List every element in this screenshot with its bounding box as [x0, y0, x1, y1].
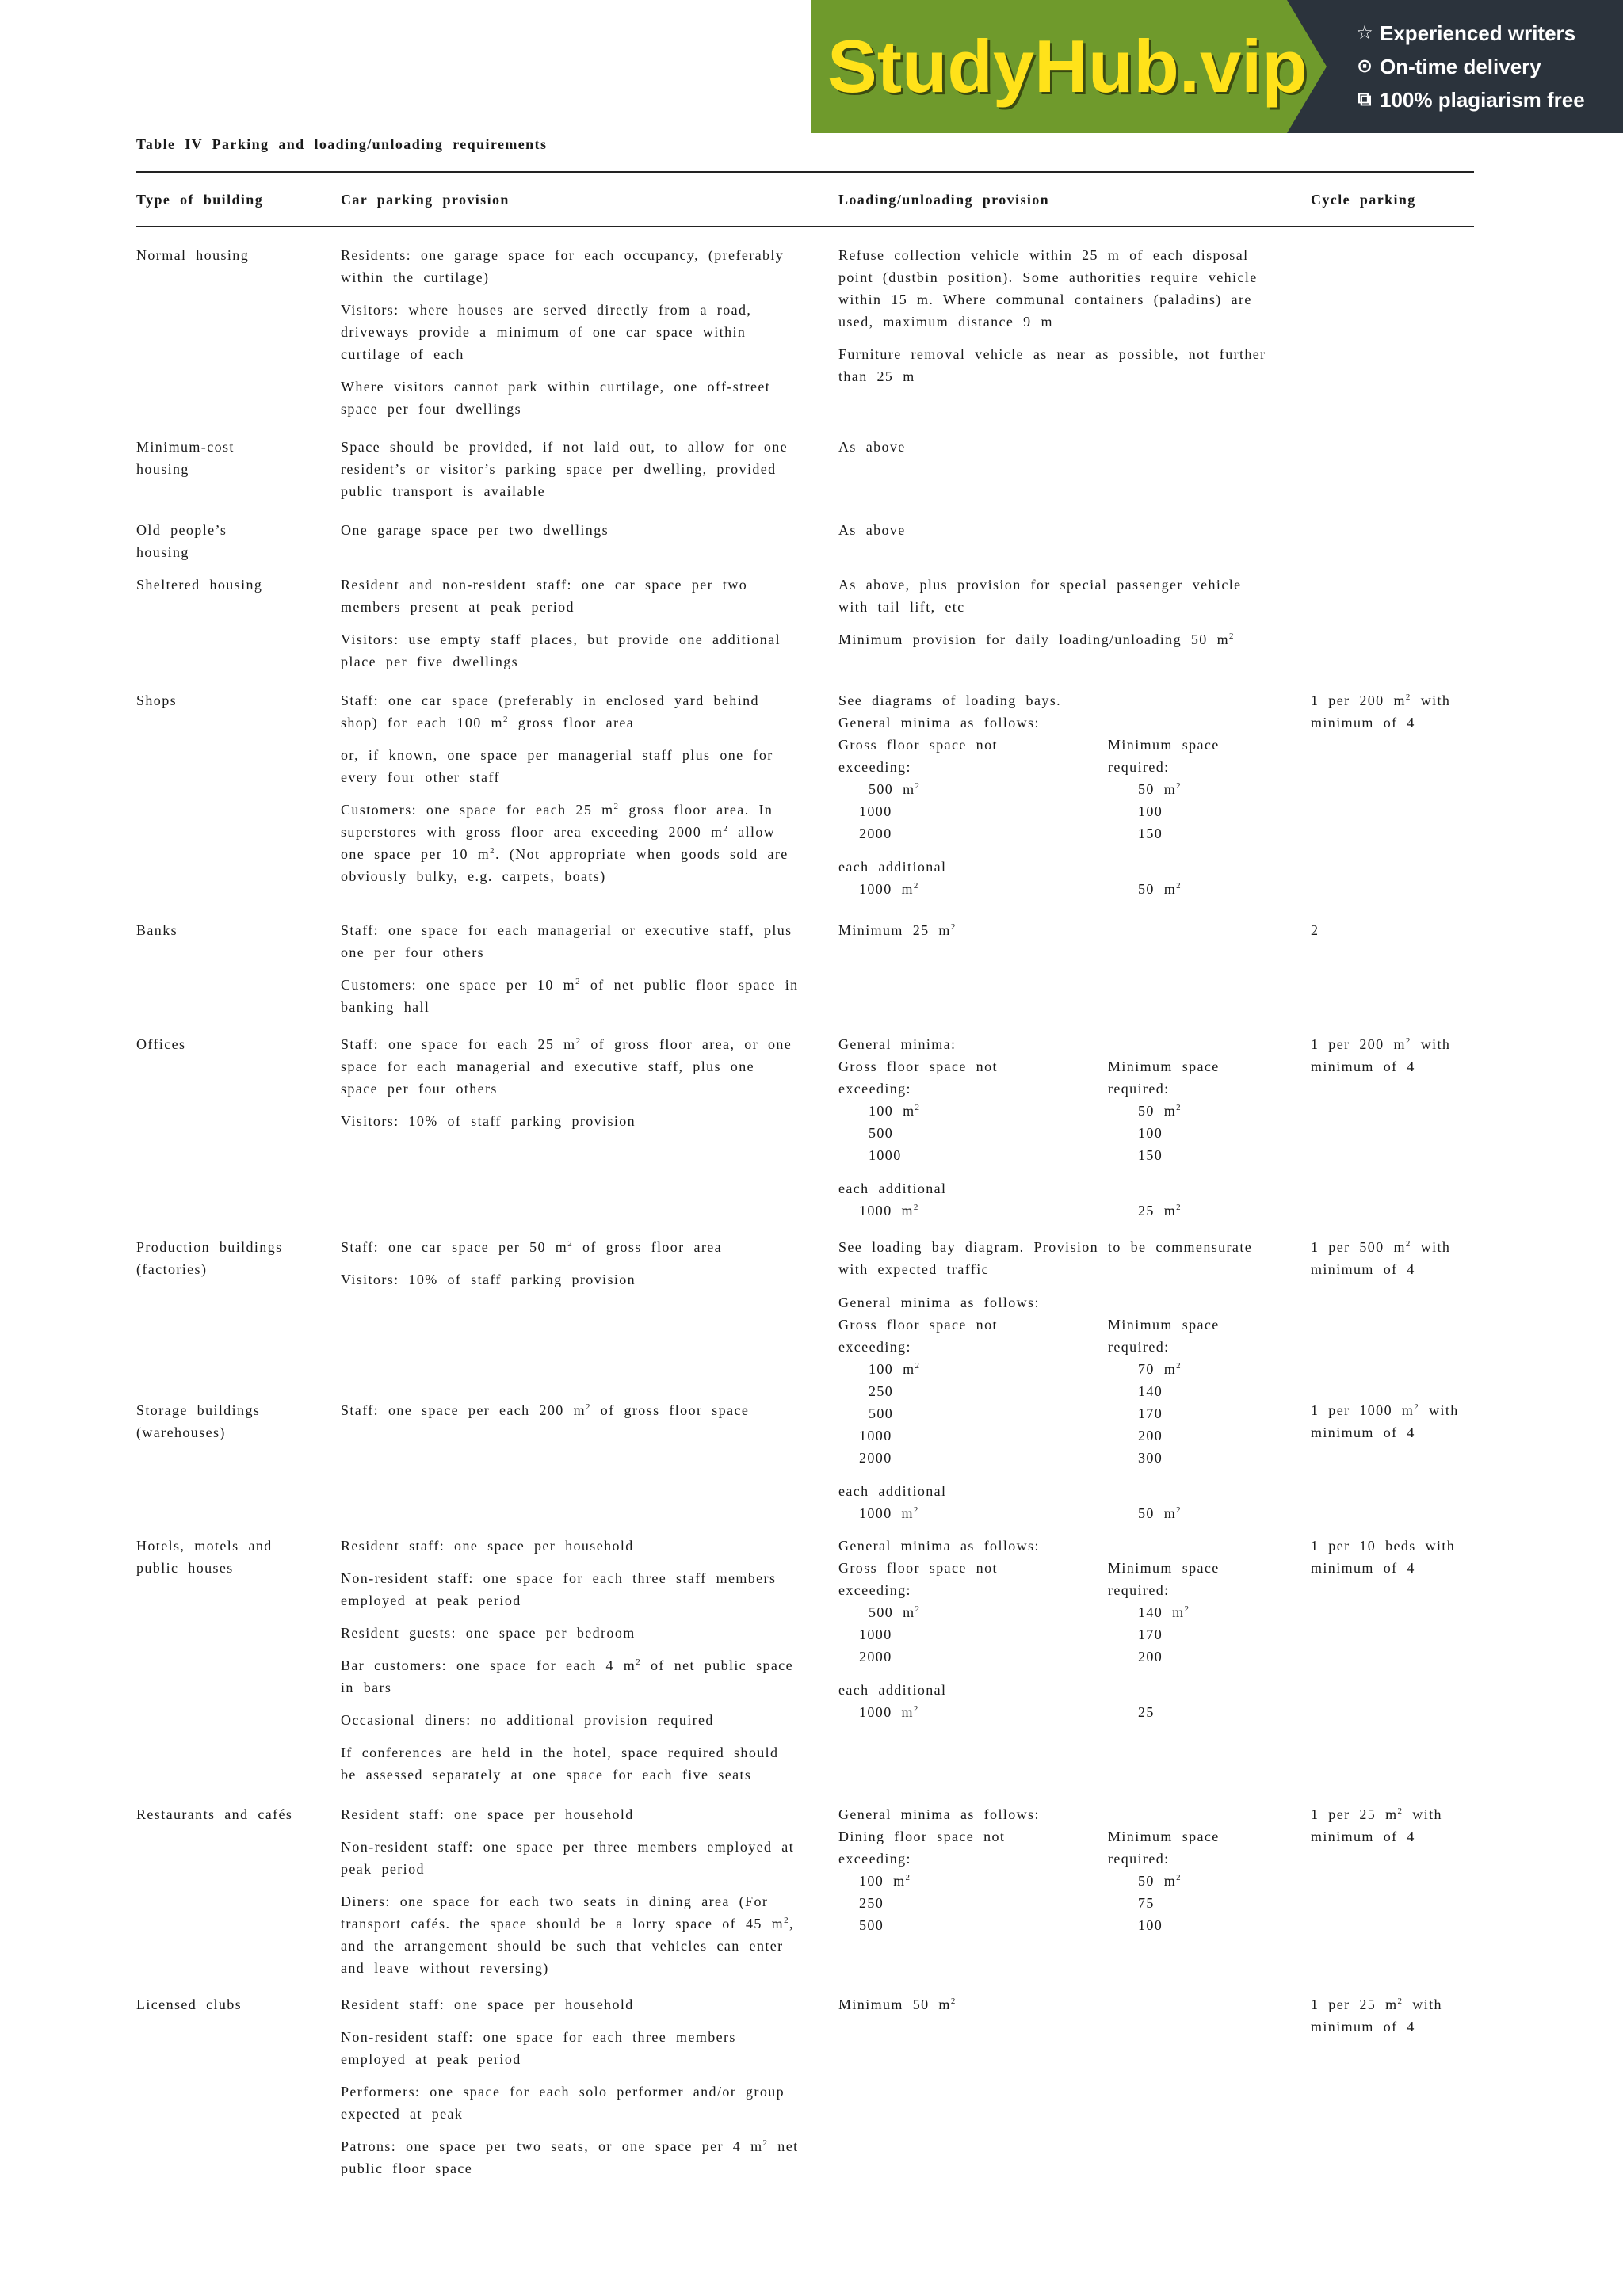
superscript: 2 — [1405, 692, 1411, 702]
superscript: 2 — [1176, 1103, 1182, 1112]
type-line: Minimum-cost — [136, 439, 235, 455]
type-line: housing — [136, 544, 189, 560]
text-part: of gross floor space — [590, 1402, 750, 1418]
row-sheltered-car — [341, 574, 800, 673]
row-production-cycle — [1311, 1236, 1477, 1280]
car-text: Visitors: 10% of staff parking provision — [341, 1272, 636, 1287]
car-text: Resident staff: one space per household — [341, 1538, 634, 1554]
space-header: required: — [1108, 1582, 1170, 1598]
header-loading: Loading/unloading provision — [838, 192, 1050, 208]
type-line: Old people’s — [136, 522, 227, 538]
space-header: Minimum space — [1108, 1560, 1220, 1576]
space-value: 25 — [1138, 1704, 1155, 1720]
superscript: 2 — [915, 1604, 921, 1614]
clock-icon: ⊙ — [1356, 55, 1373, 77]
space-value: 170 — [1138, 1405, 1163, 1421]
text-part: Bar customers: one space for each 4 m — [341, 1657, 636, 1673]
minima-table — [838, 734, 1266, 845]
area-value: 2000 — [859, 826, 892, 841]
text-part: , and the arrangement should be such that vehicles can enter and leave without reversing) — [341, 1916, 794, 1976]
area-value: 250 — [869, 1383, 894, 1399]
area-value — [838, 1601, 1108, 1623]
space-value — [1108, 778, 1266, 800]
superscript: 2 — [1176, 881, 1182, 891]
row-shops-loading — [838, 689, 1266, 900]
row-production-loading — [838, 1236, 1266, 1524]
type-line: Storage buildings — [136, 1402, 261, 1418]
car-text: Occasional diners: no additional provision required — [341, 1712, 714, 1728]
space-header: required: — [1108, 1339, 1170, 1355]
additional-row — [838, 1199, 1266, 1222]
superscript: 2 — [1228, 631, 1235, 641]
text-part: gross floor area. In superstores with gross floor area exceeding 2000 m — [341, 802, 773, 840]
row-restaurants-type: Restaurants and cafés — [136, 1806, 293, 1822]
superscript: 2 — [723, 824, 729, 833]
superscript: 2 — [762, 2138, 769, 2148]
superscript: 2 — [1397, 1997, 1403, 2006]
area-header: exceeding: — [838, 1851, 911, 1867]
superscript: 2 — [915, 1361, 921, 1371]
text-part: with minimum of 4 — [1311, 692, 1451, 730]
superscript: 2 — [1405, 1239, 1411, 1249]
text-part: Patrons: one space per two seats, or one space per 4 m — [341, 2138, 763, 2154]
car-text — [341, 799, 800, 887]
text-part: of gross floor area — [573, 1239, 723, 1255]
text-part: Diners: one space for each two seats in dining area (For transport cafés. the space should be a lorry space of 45 m — [341, 1894, 785, 1932]
space-text: 50 m — [1138, 781, 1177, 797]
area-value: 500 — [869, 1125, 894, 1141]
space-value: 100 — [1138, 1917, 1163, 1933]
car-text — [341, 1236, 800, 1258]
car-text: If conferences are held in the hotel, space required should be assessed separately at one space for each five seats — [341, 1745, 779, 1783]
superscript: 2 — [636, 1657, 642, 1667]
superscript: 2 — [1176, 1203, 1182, 1212]
space-text: 25 m — [1138, 1203, 1177, 1219]
text-part: Staff: one space for each 25 m — [341, 1036, 576, 1052]
space-text: 50 m — [1138, 1505, 1177, 1521]
area-text: 500 m — [869, 1604, 915, 1620]
superscript: 2 — [913, 1203, 919, 1212]
superscript: 2 — [613, 802, 620, 811]
additional-row — [838, 1701, 1266, 1723]
car-text: Visitors: where houses are served directly from a road, driveways provide a minimum of one car space within curtilage of each — [341, 302, 752, 362]
area-text: 1000 m — [859, 881, 914, 897]
each-additional-label: each additional — [838, 1180, 947, 1196]
row-min-cost-type — [136, 436, 319, 480]
space-text: 50 m — [1138, 881, 1177, 897]
studyhub-banner[interactable] — [812, 0, 1623, 133]
row-sheltered-loading — [838, 574, 1266, 650]
row-hotels-loading — [838, 1535, 1266, 1723]
text-part: gross floor area — [508, 715, 635, 730]
area-value — [838, 878, 1108, 900]
text-part: 1 per 200 m — [1311, 692, 1406, 708]
additional-row — [838, 1502, 1266, 1524]
additional-row — [838, 878, 1266, 900]
row-shops-type: Shops — [136, 692, 178, 708]
row-old-people-type — [136, 519, 319, 563]
area-header: Gross floor space not — [838, 737, 998, 753]
area-value: 1000 — [859, 803, 892, 819]
car-text: Resident guests: one space per bedroom — [341, 1625, 636, 1641]
car-text: Resident staff: one space per household — [341, 1806, 634, 1822]
feature-experienced-writers — [1354, 17, 1616, 49]
superscript: 2 — [905, 1873, 911, 1882]
row-banks-loading — [838, 919, 1266, 941]
row-hotels-car — [341, 1535, 800, 1786]
superscript: 2 — [950, 922, 957, 932]
text-part: net public floor space — [341, 2138, 799, 2176]
superscript: 2 — [1176, 1361, 1182, 1371]
text-part: of net public space in bars — [341, 1657, 794, 1695]
area-header: exceeding: — [838, 759, 911, 775]
car-text: Non-resident staff: one space per three members employed at peak period — [341, 1839, 795, 1877]
row-normal-housing-loading — [838, 244, 1266, 387]
studyhub-logo[interactable]: StudyHub.vip — [827, 25, 1308, 108]
area-header: exceeding: — [838, 1339, 911, 1355]
area-value: 250 — [859, 1895, 884, 1911]
superscript: 2 — [1184, 1604, 1190, 1614]
area-text: 1000 m — [859, 1203, 914, 1219]
text-part: allow one space per 10 m — [341, 824, 776, 862]
area-value — [838, 1502, 1108, 1524]
row-offices-cycle — [1311, 1033, 1477, 1077]
space-value: 150 — [1138, 1147, 1163, 1163]
area-text: 100 m — [869, 1361, 915, 1377]
superscript: 2 — [1176, 781, 1182, 791]
loading-text-pre: Minimum provision for daily loading/unloading 50 m — [838, 631, 1229, 647]
area-header: exceeding: — [838, 1582, 911, 1598]
type-line: (factories) — [136, 1261, 208, 1277]
header-cycle-parking: Cycle parking — [1311, 192, 1416, 208]
each-additional-label: each additional — [838, 859, 947, 875]
space-value: 75 — [1138, 1895, 1155, 1911]
car-text: or, if known, one space per managerial staff plus one for every four other staff — [341, 747, 773, 785]
text-part: Staff: one car space (preferably in enclosed yard behind shop) for each 100 m — [341, 692, 759, 730]
text-part: 1 per 1000 m — [1311, 1402, 1415, 1418]
loading-text: Refuse collection vehicle within 25 m of each disposal point (dustbin position). Some authorities require vehicle within 15 m. Where communal containers (paladins) are used, maximum distance 9 m — [838, 247, 1258, 330]
row-min-cost-car: Space should be provided, if not laid out, to allow for one resident’s or visitor’s parking space per dwelling, provided public transport is available — [341, 439, 789, 499]
loading-text: As above, plus provision for special passenger vehicle with tail lift, etc — [838, 577, 1242, 615]
car-text: Non-resident staff: one space for each three staff members employed at peak period — [341, 1570, 777, 1608]
text-part: Customers: one space for each 25 m — [341, 802, 614, 818]
text-part: of gross floor area, or one space for each managerial and executive staff, plus one space per four others — [341, 1036, 792, 1097]
text-part: with minimum of 4 — [1311, 1402, 1459, 1440]
space-text: 70 m — [1138, 1361, 1177, 1377]
loading-text: See diagrams of loading bays. — [838, 692, 1062, 708]
car-text: Where visitors cannot park within curtilage, one off-street space per four dwellings — [341, 379, 771, 417]
car-text — [341, 1890, 800, 1979]
row-hotels-type: Hotels, motels and public houses — [136, 1538, 273, 1576]
header-car-parking: Car parking provision — [341, 192, 510, 208]
row-banks-car — [341, 919, 800, 1018]
space-value — [1108, 1358, 1266, 1380]
space-text: 140 m — [1138, 1604, 1185, 1620]
superscript: 2 — [913, 1704, 919, 1714]
row-normal-housing-type: Normal housing — [136, 247, 250, 263]
superscript: 2 — [567, 1239, 574, 1249]
row-clubs-car — [341, 1993, 800, 2180]
text-part: with minimum of 4 — [1311, 1806, 1442, 1844]
space-header: Minimum space — [1108, 737, 1220, 753]
row-restaurants-car — [341, 1803, 800, 1979]
space-value: 140 — [1138, 1383, 1163, 1399]
row-normal-housing-car — [341, 244, 800, 420]
row-storage-cycle — [1311, 1399, 1477, 1444]
text-part: of net public floor space in banking hall — [341, 977, 799, 1015]
header-bottom-rule — [136, 226, 1474, 227]
space-header: Minimum space — [1108, 1317, 1220, 1333]
space-header: Minimum space — [1108, 1829, 1220, 1844]
text-part: Staff: one car space per 50 m — [341, 1239, 568, 1255]
row-offices-loading — [838, 1033, 1266, 1222]
type-line: Production buildings — [136, 1239, 283, 1255]
superscript: 2 — [913, 881, 919, 891]
space-value: 100 — [1138, 1125, 1163, 1141]
area-value — [838, 1100, 1108, 1122]
area-value — [838, 1199, 1108, 1222]
superscript: 2 — [1397, 1806, 1403, 1816]
area-header: Dining floor space not — [838, 1829, 1006, 1844]
row-shops-cycle — [1311, 689, 1477, 734]
car-text — [341, 1654, 800, 1699]
superscript: 2 — [1176, 1505, 1182, 1515]
area-value: 1000 — [869, 1147, 902, 1163]
feature-on-time-delivery — [1354, 51, 1616, 82]
space-value: 200 — [1138, 1428, 1163, 1444]
superscript: 2 — [490, 846, 496, 856]
superscript: 2 — [915, 781, 921, 791]
space-text: 50 m — [1138, 1103, 1177, 1119]
space-value — [1108, 1199, 1266, 1222]
text-part: with minimum of 4 — [1311, 1239, 1451, 1277]
car-text: Non-resident staff: one space for each three members employed at peak period — [341, 2029, 736, 2067]
space-value: 300 — [1138, 1450, 1163, 1466]
loading-text: General minima as follows: — [838, 715, 1040, 730]
car-text — [341, 1033, 800, 1100]
table-caption: Table IV Parking and loading/unloading requirements — [136, 136, 548, 152]
each-additional-label: each additional — [838, 1483, 947, 1499]
header-type-of-building: Type of building — [136, 192, 264, 208]
text-part: with minimum of 4 — [1311, 1036, 1451, 1074]
area-text: 100 m — [859, 1873, 906, 1889]
area-value: 500 — [869, 1405, 894, 1421]
text-part: Minimum 25 m — [838, 922, 951, 938]
type-line: housing — [136, 461, 189, 477]
superscript: 2 — [502, 715, 509, 724]
space-value — [1108, 1502, 1266, 1524]
car-text: Resident and non-resident staff: one car space per two members present at peak period — [341, 577, 748, 615]
car-text: Performers: one space for each solo performer and/or group expected at peak — [341, 2084, 785, 2122]
car-text: Visitors: 10% of staff parking provision — [341, 1113, 636, 1129]
row-restaurants-loading — [838, 1803, 1266, 1936]
row-min-cost-loading: As above — [838, 439, 906, 455]
loading-text: General minima as follows: — [838, 1806, 1040, 1822]
superscript: 2 — [1405, 1036, 1411, 1046]
area-value — [838, 778, 1108, 800]
row-shops-car — [341, 689, 800, 887]
superscript: 2 — [575, 977, 581, 986]
row-old-people-car: One garage space per two dwellings — [341, 522, 609, 538]
car-text — [341, 974, 800, 1018]
area-header: Gross floor space not — [838, 1317, 998, 1333]
text-part: with minimum of 4 — [1311, 1997, 1442, 2035]
area-value — [838, 1701, 1108, 1723]
row-offices-type: Offices — [136, 1036, 186, 1052]
space-value — [1108, 1870, 1266, 1892]
row-restaurants-cycle — [1311, 1803, 1477, 1848]
text-part: 1 per 25 m — [1311, 1806, 1398, 1822]
car-text: Staff: one space for each managerial or executive staff, plus one per four others — [341, 922, 792, 960]
copy-icon: ⧉ — [1358, 89, 1372, 110]
area-value: 1000 — [859, 1428, 892, 1444]
row-hotels-cycle: 1 per 10 beds with minimum of 4 — [1311, 1538, 1456, 1576]
area-value: 2000 — [859, 1450, 892, 1466]
space-header: required: — [1108, 759, 1170, 775]
text-part: 1 per 500 m — [1311, 1239, 1406, 1255]
row-banks-type: Banks — [136, 922, 178, 938]
area-text: 100 m — [869, 1103, 915, 1119]
row-clubs-type: Licensed clubs — [136, 1997, 242, 2012]
minima-table — [838, 1055, 1266, 1166]
table-top-rule — [136, 171, 1474, 173]
minima-table — [838, 1314, 1266, 1469]
car-text: Visitors: use empty staff places, but provide one additional place per five dwellings — [341, 631, 781, 669]
superscript: 2 — [575, 1036, 582, 1046]
loading-text: General minima as follows: — [838, 1295, 1040, 1310]
superscript: 2 — [585, 1402, 591, 1412]
loading-text: Furniture removal vehicle as near as possible, not further than 25 m — [838, 346, 1266, 384]
loading-text: General minima as follows: — [838, 1538, 1040, 1554]
space-value: 170 — [1138, 1627, 1163, 1642]
row-storage-type — [136, 1399, 319, 1444]
area-value: 1000 — [859, 1627, 892, 1642]
row-offices-car — [341, 1033, 800, 1132]
row-sheltered-type: Sheltered housing — [136, 577, 263, 593]
space-value: 150 — [1138, 826, 1163, 841]
row-production-type — [136, 1236, 319, 1280]
space-value — [1108, 1601, 1266, 1623]
space-value — [1108, 1100, 1266, 1122]
feature-label: Experienced writers — [1380, 21, 1576, 45]
space-value: 100 — [1138, 803, 1163, 819]
area-value — [838, 1870, 1108, 1892]
row-banks-cycle: 2 — [1311, 922, 1319, 938]
space-header: Minimum space — [1108, 1058, 1220, 1074]
text-part: 1 per 200 m — [1311, 1036, 1406, 1052]
car-text: Resident staff: one space per household — [341, 1997, 634, 2012]
superscript: 2 — [784, 1916, 789, 1925]
superscript: 2 — [1176, 1873, 1182, 1882]
car-text — [341, 2135, 800, 2180]
feature-label: 100% plagiarism free — [1380, 88, 1585, 112]
superscript: 2 — [950, 1997, 957, 2006]
superscript: 2 — [915, 1103, 921, 1112]
area-text: 1000 m — [859, 1704, 914, 1720]
area-header: Gross floor space not — [838, 1560, 998, 1576]
type-line: (warehouses) — [136, 1425, 226, 1440]
text-part: . (Not appropriate when goods sold are obviously bulky, e.g. carpets, boats) — [341, 846, 789, 884]
row-storage-car — [341, 1399, 800, 1421]
superscript: 2 — [1414, 1402, 1420, 1412]
area-value: 500 — [859, 1917, 884, 1933]
space-header: required: — [1108, 1851, 1170, 1867]
row-clubs-cycle — [1311, 1993, 1477, 2038]
area-value: 2000 — [859, 1649, 892, 1665]
text-part: Minimum 50 m — [838, 1997, 951, 2012]
minima-table — [838, 1557, 1266, 1668]
space-text: 50 m — [1138, 1873, 1177, 1889]
area-value — [838, 1358, 1108, 1380]
area-header: Gross floor space not — [838, 1058, 998, 1074]
loading-text: General minima: — [838, 1036, 957, 1052]
space-value — [1108, 878, 1266, 900]
feature-label: On-time delivery — [1380, 55, 1541, 78]
star-icon: ☆ — [1356, 22, 1373, 44]
car-text: Residents: one garage space for each occupancy, (preferably within the curtilage) — [341, 247, 785, 285]
text-part: Staff: one space per each 200 m — [341, 1402, 586, 1418]
text-part: Customers: one space per 10 m — [341, 977, 576, 993]
row-clubs-loading — [838, 1993, 1266, 2016]
car-text — [341, 689, 800, 734]
area-header: exceeding: — [838, 1081, 911, 1097]
space-header: required: — [1108, 1081, 1170, 1097]
loading-text: See loading bay diagram. Provision to be commensurate with expected traffic — [838, 1239, 1253, 1277]
each-additional-label: each additional — [838, 1682, 947, 1698]
space-value: 200 — [1138, 1649, 1163, 1665]
loading-text — [838, 628, 1266, 650]
area-text: 500 m — [869, 781, 915, 797]
text-part: 1 per 25 m — [1311, 1997, 1398, 2012]
row-production-car — [341, 1236, 800, 1291]
minima-table — [838, 1825, 1266, 1936]
superscript: 2 — [913, 1505, 919, 1515]
area-text: 1000 m — [859, 1505, 914, 1521]
feature-plagiarism-free — [1354, 84, 1616, 116]
row-old-people-loading: As above — [838, 522, 906, 538]
